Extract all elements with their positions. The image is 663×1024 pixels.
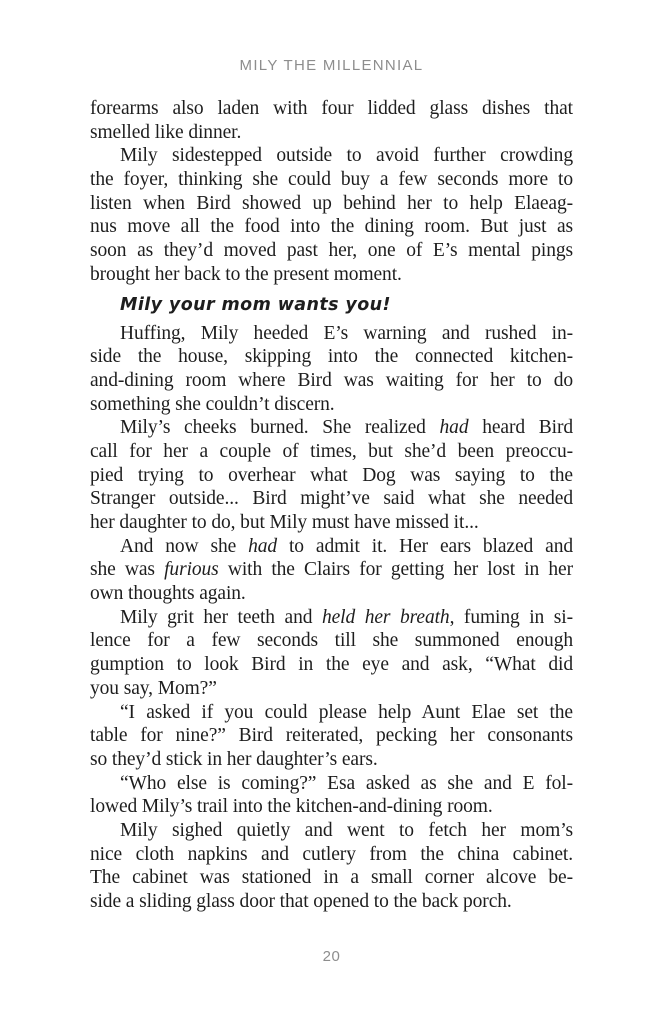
text-line: brought her back to the present moment. <box>90 263 402 285</box>
text-line: Mily sighed quietly and went to fetch her mom’s <box>120 819 573 841</box>
text-line: table for nine?” Bird reiterated, pecking her consonants <box>90 725 573 747</box>
text-line: the foyer, thinking she could buy a few seconds more to <box>90 169 573 191</box>
telepathy-line <box>90 292 573 318</box>
text-line: she was furious with the Clairs for getting her lost in her <box>90 559 573 581</box>
text-line: Mily sidestepped outside to avoid further crowding <box>120 145 573 167</box>
text-line: her daughter to do, but Mily must have missed it... <box>90 512 479 533</box>
text-line: Huffing, Mily heeded E’s warning and rushed in- <box>120 322 573 344</box>
text-line: own thoughts again. <box>90 583 246 605</box>
text-line: lowed Mily’s trail into the kitchen-and-dining room. <box>90 796 493 818</box>
text-line: forearms also laden with four lidded glass dishes that <box>90 98 573 119</box>
text-line: Mily grit her teeth and held her breath, fuming in si- <box>120 606 573 628</box>
paragraph <box>90 819 573 914</box>
text-line: The cabinet was stationed in a small corner alcove be- <box>90 867 573 889</box>
text-line: soon as they’d moved past her, one of E’s mental pings <box>90 240 573 262</box>
text-line: smelled like dinner. <box>90 121 242 143</box>
text-line: Mily’s cheeks burned. She realized had heard Bird <box>120 417 573 439</box>
paragraph <box>90 416 573 534</box>
text-line: side the house, skipping into the connected kitchen- <box>90 346 573 368</box>
text-line: Stranger outside... Bird might’ve said what she needed <box>90 488 573 510</box>
page-number: 20 <box>322 948 341 965</box>
text-line: And now she had to admit it. Her ears blazed and <box>120 535 573 557</box>
paragraph <box>90 535 573 606</box>
paragraph <box>90 772 573 819</box>
text-line: “I asked if you could please help Aunt Elae set the <box>120 701 573 723</box>
text-line: side a sliding glass door that opened to the back porch. <box>90 891 512 912</box>
paragraph <box>90 606 573 701</box>
text-line: and-dining room where Bird was waiting for her to do <box>90 369 573 391</box>
text-line: something she couldn’t discern. <box>90 393 335 415</box>
paragraph <box>90 701 573 772</box>
text-line: Mily your mom wants you! <box>120 294 391 315</box>
text-line: nice cloth napkins and cutlery from the china cabinet. <box>90 843 573 865</box>
text-line: gumption to look Bird in the eye and ask, “What did <box>90 654 573 676</box>
paragraph <box>90 322 573 417</box>
text-line: call for her a couple of times, but she’d been preoccu- <box>90 440 573 462</box>
text-line: you say, Mom?” <box>90 677 217 699</box>
running-header: MILY THE MILLENNIAL <box>239 57 424 74</box>
text-line: nus move all the food into the dining room. But just as <box>90 216 573 238</box>
text-line: pied trying to overhear what Dog was saying to the <box>90 464 573 486</box>
paragraph <box>90 144 573 286</box>
paragraph <box>90 97 573 144</box>
text-line: “Who else is coming?” Esa asked as she and E fol- <box>120 772 573 794</box>
body-text <box>90 97 573 914</box>
text-line: lence for a few seconds till she summoned enough <box>90 630 573 652</box>
text-line: listen when Bird showed up behind her to help Elaeag- <box>90 192 573 214</box>
text-line: so they’d stick in her daughter’s ears. <box>90 748 378 770</box>
